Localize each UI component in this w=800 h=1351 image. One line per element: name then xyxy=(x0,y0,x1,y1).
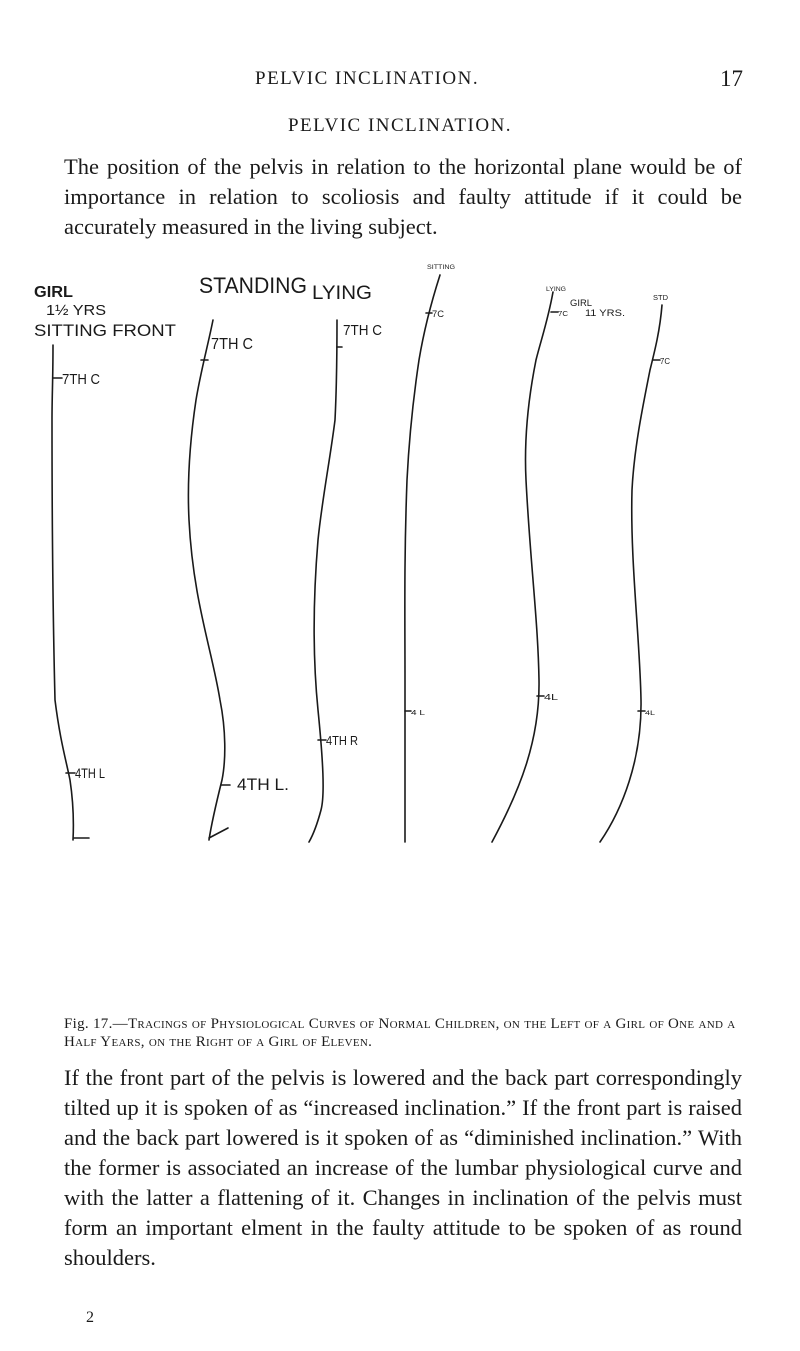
curve-lying xyxy=(309,320,337,842)
section-title: PELVIC INCLINATION. xyxy=(287,115,513,136)
label-age-right: 11 YRS. xyxy=(585,308,625,318)
label-standing: STANDING xyxy=(199,273,307,298)
curve-standing xyxy=(188,320,224,840)
label-lying-right: LYING xyxy=(546,287,567,293)
label-curve1-top-right: 7C xyxy=(432,309,445,319)
label-girl-left: GIRL xyxy=(34,284,74,301)
label-curve1-top-left: 7TH C xyxy=(62,371,101,388)
body-paragraph: If the front part of the pelvis is lowered and the back part correspondingly tilted up it is spoken of as “increased inclination.” If the front part is raised and the back part lowered is it spoken of as “diminished inclination.” With the former is associated an increase of the lumbar physiological curve and with the latter a flattening of it. Changes in inclination of the pelvis must form an important elment in the faulty attitude to be spoken of as round shoulders. xyxy=(64,1065,742,1270)
label-curve3-bottom-left: 4TH R xyxy=(326,733,358,748)
curve-standing-tail xyxy=(209,828,228,838)
curve-lying-right xyxy=(492,292,553,842)
label-girl-right: GIRL xyxy=(570,298,592,308)
intro-paragraph: The position of the pelvis in relation to the horizontal plane would be of importance in relation to scoliosis and faulty attitude if it could be accurately measured in the living subject. xyxy=(64,154,742,239)
label-curve2-top-right: 7C xyxy=(558,311,568,318)
label-std-right: STD xyxy=(653,295,668,302)
figure-caption-text: —Tracings of Physiological Curves of Normal Children, on the Left of a Girl of One and a Half Years, on the Right of a Girl of Eleven. xyxy=(64,1016,736,1050)
curve-standing-right xyxy=(600,305,662,842)
label-curve2-bottom-left: 4TH L. xyxy=(237,775,289,794)
label-sitting-right: SITTING xyxy=(427,265,456,271)
running-head xyxy=(0,68,800,98)
curve-sitting-front xyxy=(52,345,73,840)
running-head-title: PELVIC INCLINATION. xyxy=(255,68,480,89)
signature-mark: 2 xyxy=(86,1309,94,1326)
curve-sitting-right xyxy=(405,275,440,842)
label-curve2-top-left: 7TH C xyxy=(211,336,253,353)
label-curve3-top-right: 7C xyxy=(660,357,671,366)
label-age-left: 1½ YRS xyxy=(46,302,106,319)
label-curve1-bottom-left: 4TH L xyxy=(75,765,106,781)
figure-label: Fig. 17. xyxy=(64,1016,113,1032)
label-lying-left: LYING xyxy=(312,283,372,304)
label-curve3-bottom-right: 4L xyxy=(645,711,656,717)
label-curve3-top-left: 7TH C xyxy=(343,322,383,339)
label-curve2-bottom-right: 4L xyxy=(544,693,559,702)
label-curve1-bottom-right: 4 L xyxy=(411,710,426,717)
page-number: 17 xyxy=(720,66,743,91)
figure-caption xyxy=(64,1015,742,1051)
label-sitting-front: SITTING FRONT xyxy=(34,321,176,340)
